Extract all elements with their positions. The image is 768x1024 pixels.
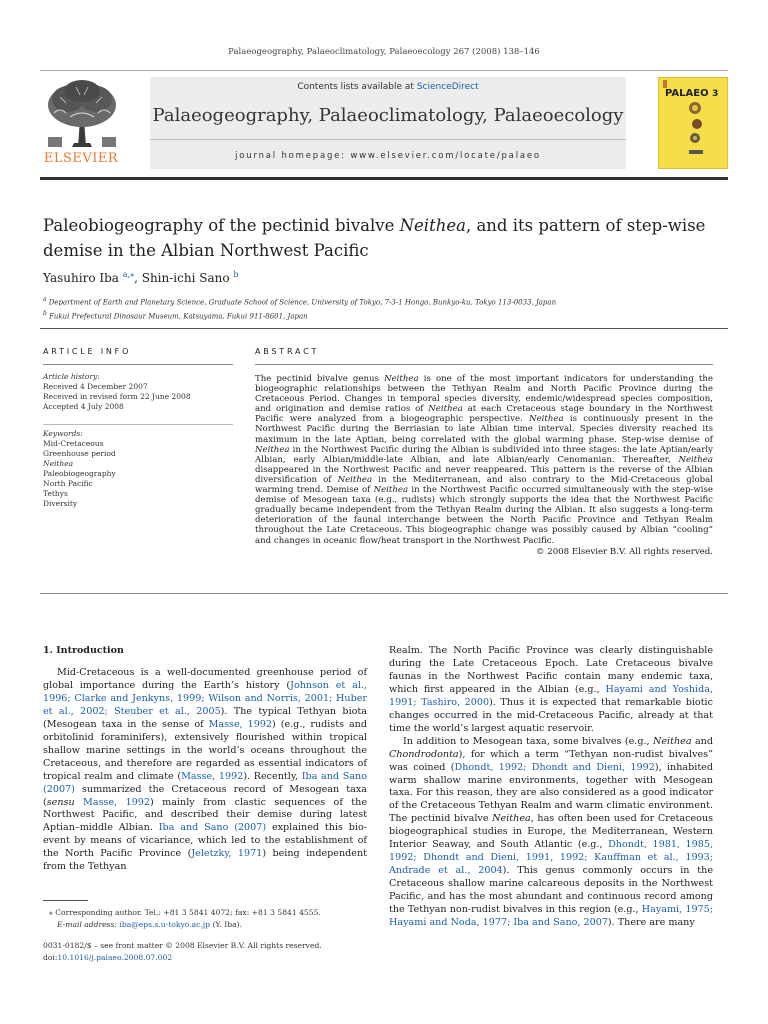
reference-link[interactable]: Masse, 1992	[181, 770, 244, 782]
received-date: Received 4 December 2007	[43, 382, 148, 391]
reference-link[interactable]: Johnson et al., 1996; Clarke and Jenkyns, 1999; Wilson and Norris, 2001; Huber et al., 2002; Steuber et al., 2005	[43, 679, 367, 717]
paragraph: Realm. The North Pacific Province was clearly distinguishable during the Late Cretaceous Epoch. Late Cretaceous bivalve faunas in the Northwest Pacific contain many endemic taxa, which first appeared in the Albian (e.g., Hayami and Yoshida, 1991; Tashiro, 2000). Thus it is expected that remarkable biotic changes occurred in the mid-Cretaceous Pacific, already at that time the world’s largest aquatic reservoir.	[389, 645, 714, 734]
body-column-left	[43, 667, 367, 874]
doi-link[interactable]: 10.1016/j.palaeo.2008.07.002	[57, 952, 173, 962]
email-link[interactable]: iba@eps.s.u-tokyo.ac.jp	[116, 920, 211, 929]
abstract-bottom-divider	[40, 593, 728, 594]
reference-link[interactable]: Dhondt, 1981, 1985, 1992; Dhondt and Dieni, 1991, 1992; Kauffman et al., 1993; Andrade et al., 2004	[389, 839, 713, 877]
abstract-heading: ABSTRACT	[255, 347, 320, 356]
author-name: Yasuhiro Iba	[43, 271, 123, 285]
section-heading: 1. Introduction	[43, 645, 124, 656]
header-divider	[40, 70, 728, 71]
reference-link[interactable]: Masse, 1992	[208, 718, 273, 730]
contents-prefix: Contents lists available at	[297, 82, 417, 92]
affiliation-b: $^b$ Fukui Prefectural Dinosaur Museum, Katsuyama, Fukui 911-8601, Japan	[43, 310, 308, 321]
masthead-divider	[40, 177, 728, 180]
issn-line: 0031-0182/$ – see front matter © 2008 Elsevier B.V. All rights reserved.	[43, 941, 322, 950]
affiliations	[43, 294, 733, 323]
keyword: Tethys	[43, 489, 68, 498]
keywords-divider	[43, 424, 233, 425]
author-list: Yasuhiro Iba $^{a,⁎}$, Shin-ichi Sano $^b$	[43, 270, 239, 285]
doi-line: doi:10.1016/j.palaeo.2008.07.002	[43, 952, 173, 962]
author-affiliation-link[interactable]: a,⁎	[122, 270, 135, 279]
reference-link[interactable]: Jeletzky, 1971	[191, 848, 263, 860]
reference-link[interactable]: Hayami, 1975; Hayami and Noda, 1977; Iba and Sano, 2007	[389, 904, 713, 929]
publication-meta	[43, 940, 322, 963]
article-history	[43, 372, 233, 412]
reference-link[interactable]: Iba and Sano (2007)	[158, 822, 267, 834]
journal-cover-thumbnail[interactable]	[658, 77, 728, 169]
keyword: Paleobiogeography	[43, 469, 116, 478]
contents-line	[150, 82, 626, 92]
journal-masthead	[40, 77, 728, 169]
revised-date: Received in revised form 22 June 2008	[43, 392, 191, 401]
corresponding-author-note: ⁎ Corresponding author. Tel.: +81 3 5841 4072; fax: +81 3 5841 4555. E-mail address: iba@eps.s.u-tokyo.ac.jp (Y. Iba).	[49, 908, 321, 929]
keywords-label: Keywords:	[43, 429, 83, 438]
publisher-name: ELSEVIER	[43, 151, 119, 166]
keyword: North Pacific	[43, 479, 93, 488]
article-title: Paleobiogeography of the pectinid bivalve Neithea, and its pattern of step-wise demise in the Albian Northwest Pacific	[43, 216, 706, 260]
keywords-block	[43, 429, 233, 509]
footnote-divider	[43, 900, 88, 901]
genus-name: Neithea	[399, 216, 466, 235]
keyword: Mid-Cretaceous	[43, 439, 104, 448]
reference-link[interactable]: Iba and Sano (2007)	[43, 770, 368, 795]
keyword: Diversity	[43, 499, 78, 508]
sciencedirect-link[interactable]: ScienceDirect	[416, 82, 479, 92]
elsevier-logo[interactable]	[40, 77, 122, 169]
reference-link[interactable]: Hayami and Yoshida, 1991; Tashiro, 2000	[389, 683, 714, 708]
affiliation-divider	[40, 328, 728, 329]
abstract-divider	[255, 364, 713, 365]
journal-title: Palaeogeography, Palaeoclimatology, Palaeoecology	[152, 105, 624, 126]
reference-link[interactable]: Masse, 1992	[74, 796, 151, 808]
journal-homepage-link[interactable]: journal homepage: www.elsevier.com/locate/palaeo	[235, 151, 541, 161]
reference-link[interactable]: Dhondt, 1992; Dhondt and Dieni, 1992	[454, 761, 655, 773]
homepage-divider	[150, 139, 626, 140]
cover-artwork-icon	[659, 78, 727, 168]
abstract-text: The pectinid bivalve genus Neithea is one of the most important indicators for understanding the biogeographic relationships between the Tethyan Realm and North Pacific Province during the Cretaceous Period. Changes in temporal species diversity, endemic/widespread species composition, and origination and demise ratios of Neithea at each Cretaceous stage boundary in the Northwest Pacific were analyzed from a biogeographic perspective. Neithea is continuously present in the Northwest Pacific during the Berriasian to late Albian time interval. Species diversity reached its maximum in the late Aptian, being correlated with the global warming phase. Step-wise demise of Neithea in the Northwest Pacific during the Albian is subdivided into three stages: the late Aptian/early Albian, early Albian/middle-late Albian, and late Albian/early Cenomanian. Thereafter, Neithea disappeared in the Northwest Pacific and never reappeared. This pattern is the reverse of the Albian diversification of Neithea in the Mediterranean, and also contrary to the Mid-Cretaceous global warming trend. Demise of Neithea in the Northwest Pacific occurred simultaneously with the step-wise demise of Mesogean taxa (e.g., rudists) which strongly supports the idea that the Northwest Pacific gradually became independent from the Tethyan Realm during the Albian. It also suggests a long-term deterioration of the faunal interchange between the North Pacific Province and Tethyan Realm throughout the Late Cretaceous. This biogeographic change was possibly caused by Albian “cooling” and changes in oceanic flow/heat transport in the Northwest Pacific. © 2008 Elsevier B.V. All rights reserved.	[255, 374, 713, 557]
copyright-notice: © 2008 Elsevier B.V. All rights reserved.	[535, 546, 713, 557]
journal-header	[150, 77, 626, 169]
accepted-date: Accepted 4 July 2008	[43, 402, 124, 411]
keyword: Greenhouse period	[43, 449, 116, 458]
article-info-heading: ARTICLE INFO	[43, 347, 132, 356]
affiliation-a: $^a$ Department of Earth and Planetary Science, Graduate School of Science, University of Tokyo, 7-3-1 Hongo, Bunkyo-ku, Tokyo 113-0033, Japan	[43, 296, 557, 307]
keyword: Neithea	[43, 459, 74, 468]
paragraph: Mid-Cretaceous is a well-documented greenhouse period of global importance during the Earth’s history (Johnson et al., 1996; Clarke and Jenkyns, 1999; Wilson and Norris, 2001; Huber et al., 2002; Steuber et al., 2005). The typical Tethyan biota (Mesogean taxa in the sense of Masse, 1992) (e.g., rudists and orbitolinid foraminifers), extensively flourished within tropical shallow marine settings in the world’s oceans throughout the Cretaceous, and therefore are regarded as essential indicators of tropical realm and climate (Masse, 1992). Recently, Iba and Sano (2007) summarized the Cretaceous record of Mesogean taxa (sensu Masse, 1992) mainly from clastic sequences of the Northwest Pacific, and described their demise during latest Aptian–middle Albian. Iba and Sano (2007) explained this bio-event by means of vicariance, which led to the establishment of the North Pacific Province (Jeletzky, 1971) being independent from the Tethyan	[43, 667, 368, 873]
elsevier-tree-icon	[40, 77, 122, 151]
cover-title: PALAEO 3	[665, 88, 719, 99]
body-column-right	[389, 645, 713, 930]
history-label: Article history:	[43, 372, 100, 381]
journal-citation: Palaeogeography, Palaeoclimatology, Palaeoecology 267 (2008) 138–146	[228, 47, 540, 57]
article-info-divider	[43, 364, 233, 365]
author-name: Shin-ichi Sano	[141, 271, 234, 285]
author-affiliation-link[interactable]: b	[233, 270, 239, 279]
paragraph: In addition to Mesogean taxa, some bivalves (e.g., Neithea and Chondrodonta), for which a term “Tethyan non-rudist bivalves” was coined (Dhondt, 1992; Dhondt and Dieni, 1992), inhabited warm shallow marine environments, together with Mesogean taxa. For this reason, they are also considered as a good indicator of the Cretaceous Tethyan Realm and warm climatic environment. The pectinid bivalve Neithea, has often been used for Cretaceous biogeographical studies in Europe, the Mediterranean, Western Interior Seaway, and South Atlantic (e.g., Dhondt, 1981, 1985, 1992; Dhondt and Dieni, 1991, 1992; Kauffman et al., 1993; Andrade et al., 2004). This genus commonly occurs in the Cretaceous shallow marine calcareous deposits in the Northwest Pacific, and has the most abundant and continuous record among the Tethyan non-rudist bivalves in this region (e.g., Hayami, 1975; Hayami and Noda, 1977; Iba and Sano, 2007). There are many	[389, 735, 714, 929]
